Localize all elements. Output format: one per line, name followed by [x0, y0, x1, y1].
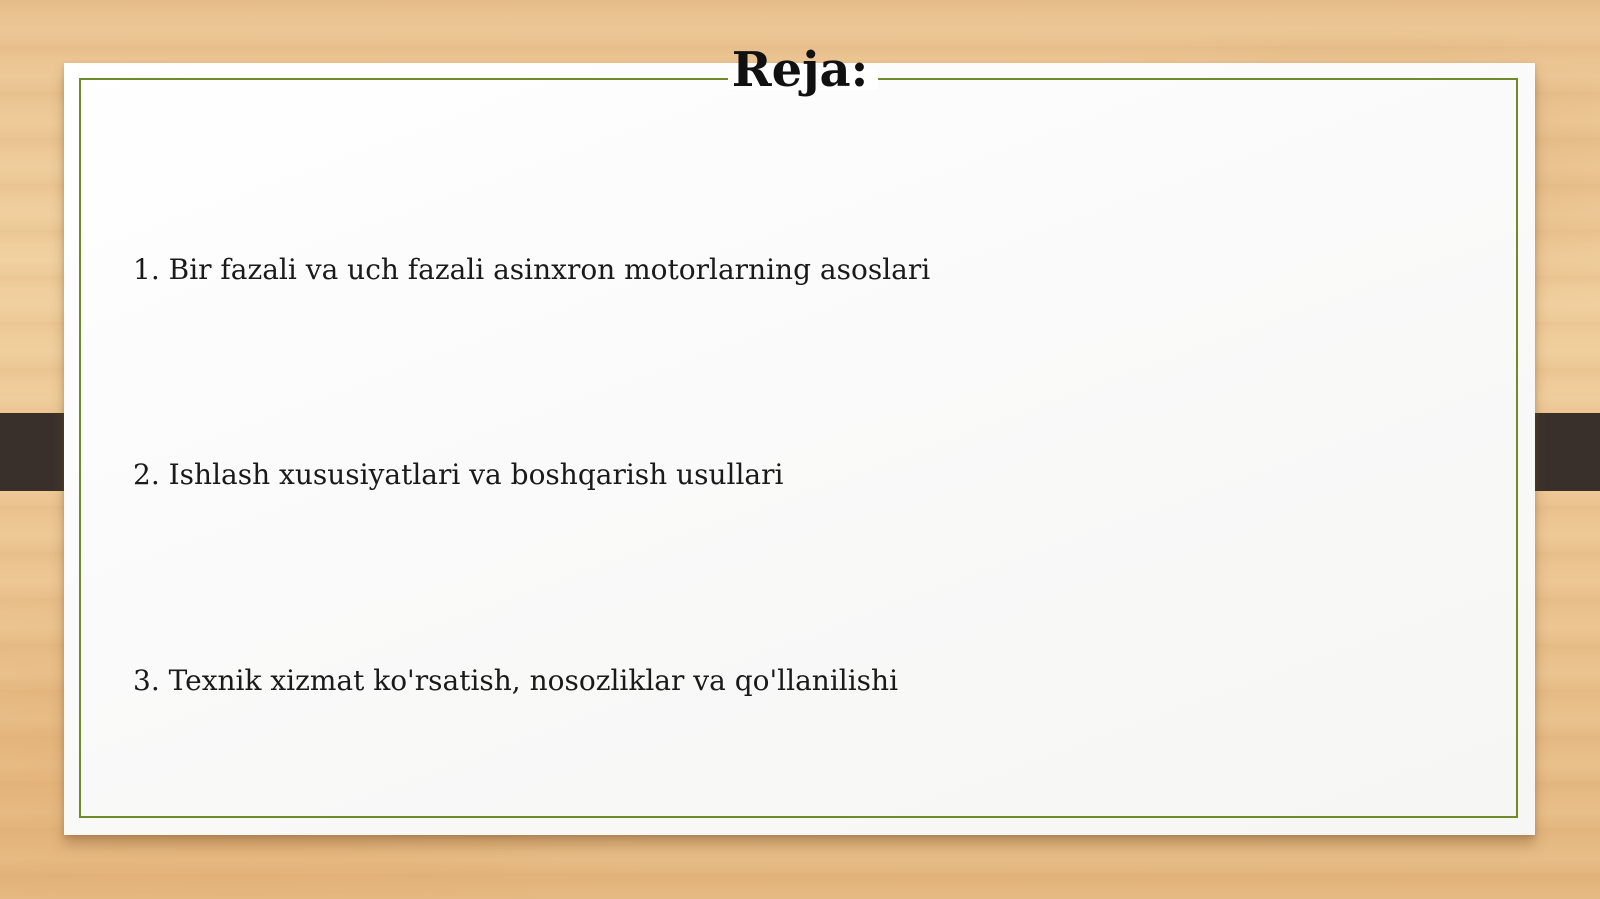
slide-frame [79, 78, 1518, 818]
slide-title: Reja: [731, 42, 869, 98]
plan-item-2: 2. Ishlash xususiyatlari va boshqarish usullari [133, 458, 784, 491]
plan-item-3: 3. Texnik xizmat ko'rsatish, nosozliklar va qo'llanilishi [133, 664, 899, 697]
plan-item-1: 1. Bir fazali va uch fazali asinxron motorlarning asoslari [133, 253, 931, 286]
